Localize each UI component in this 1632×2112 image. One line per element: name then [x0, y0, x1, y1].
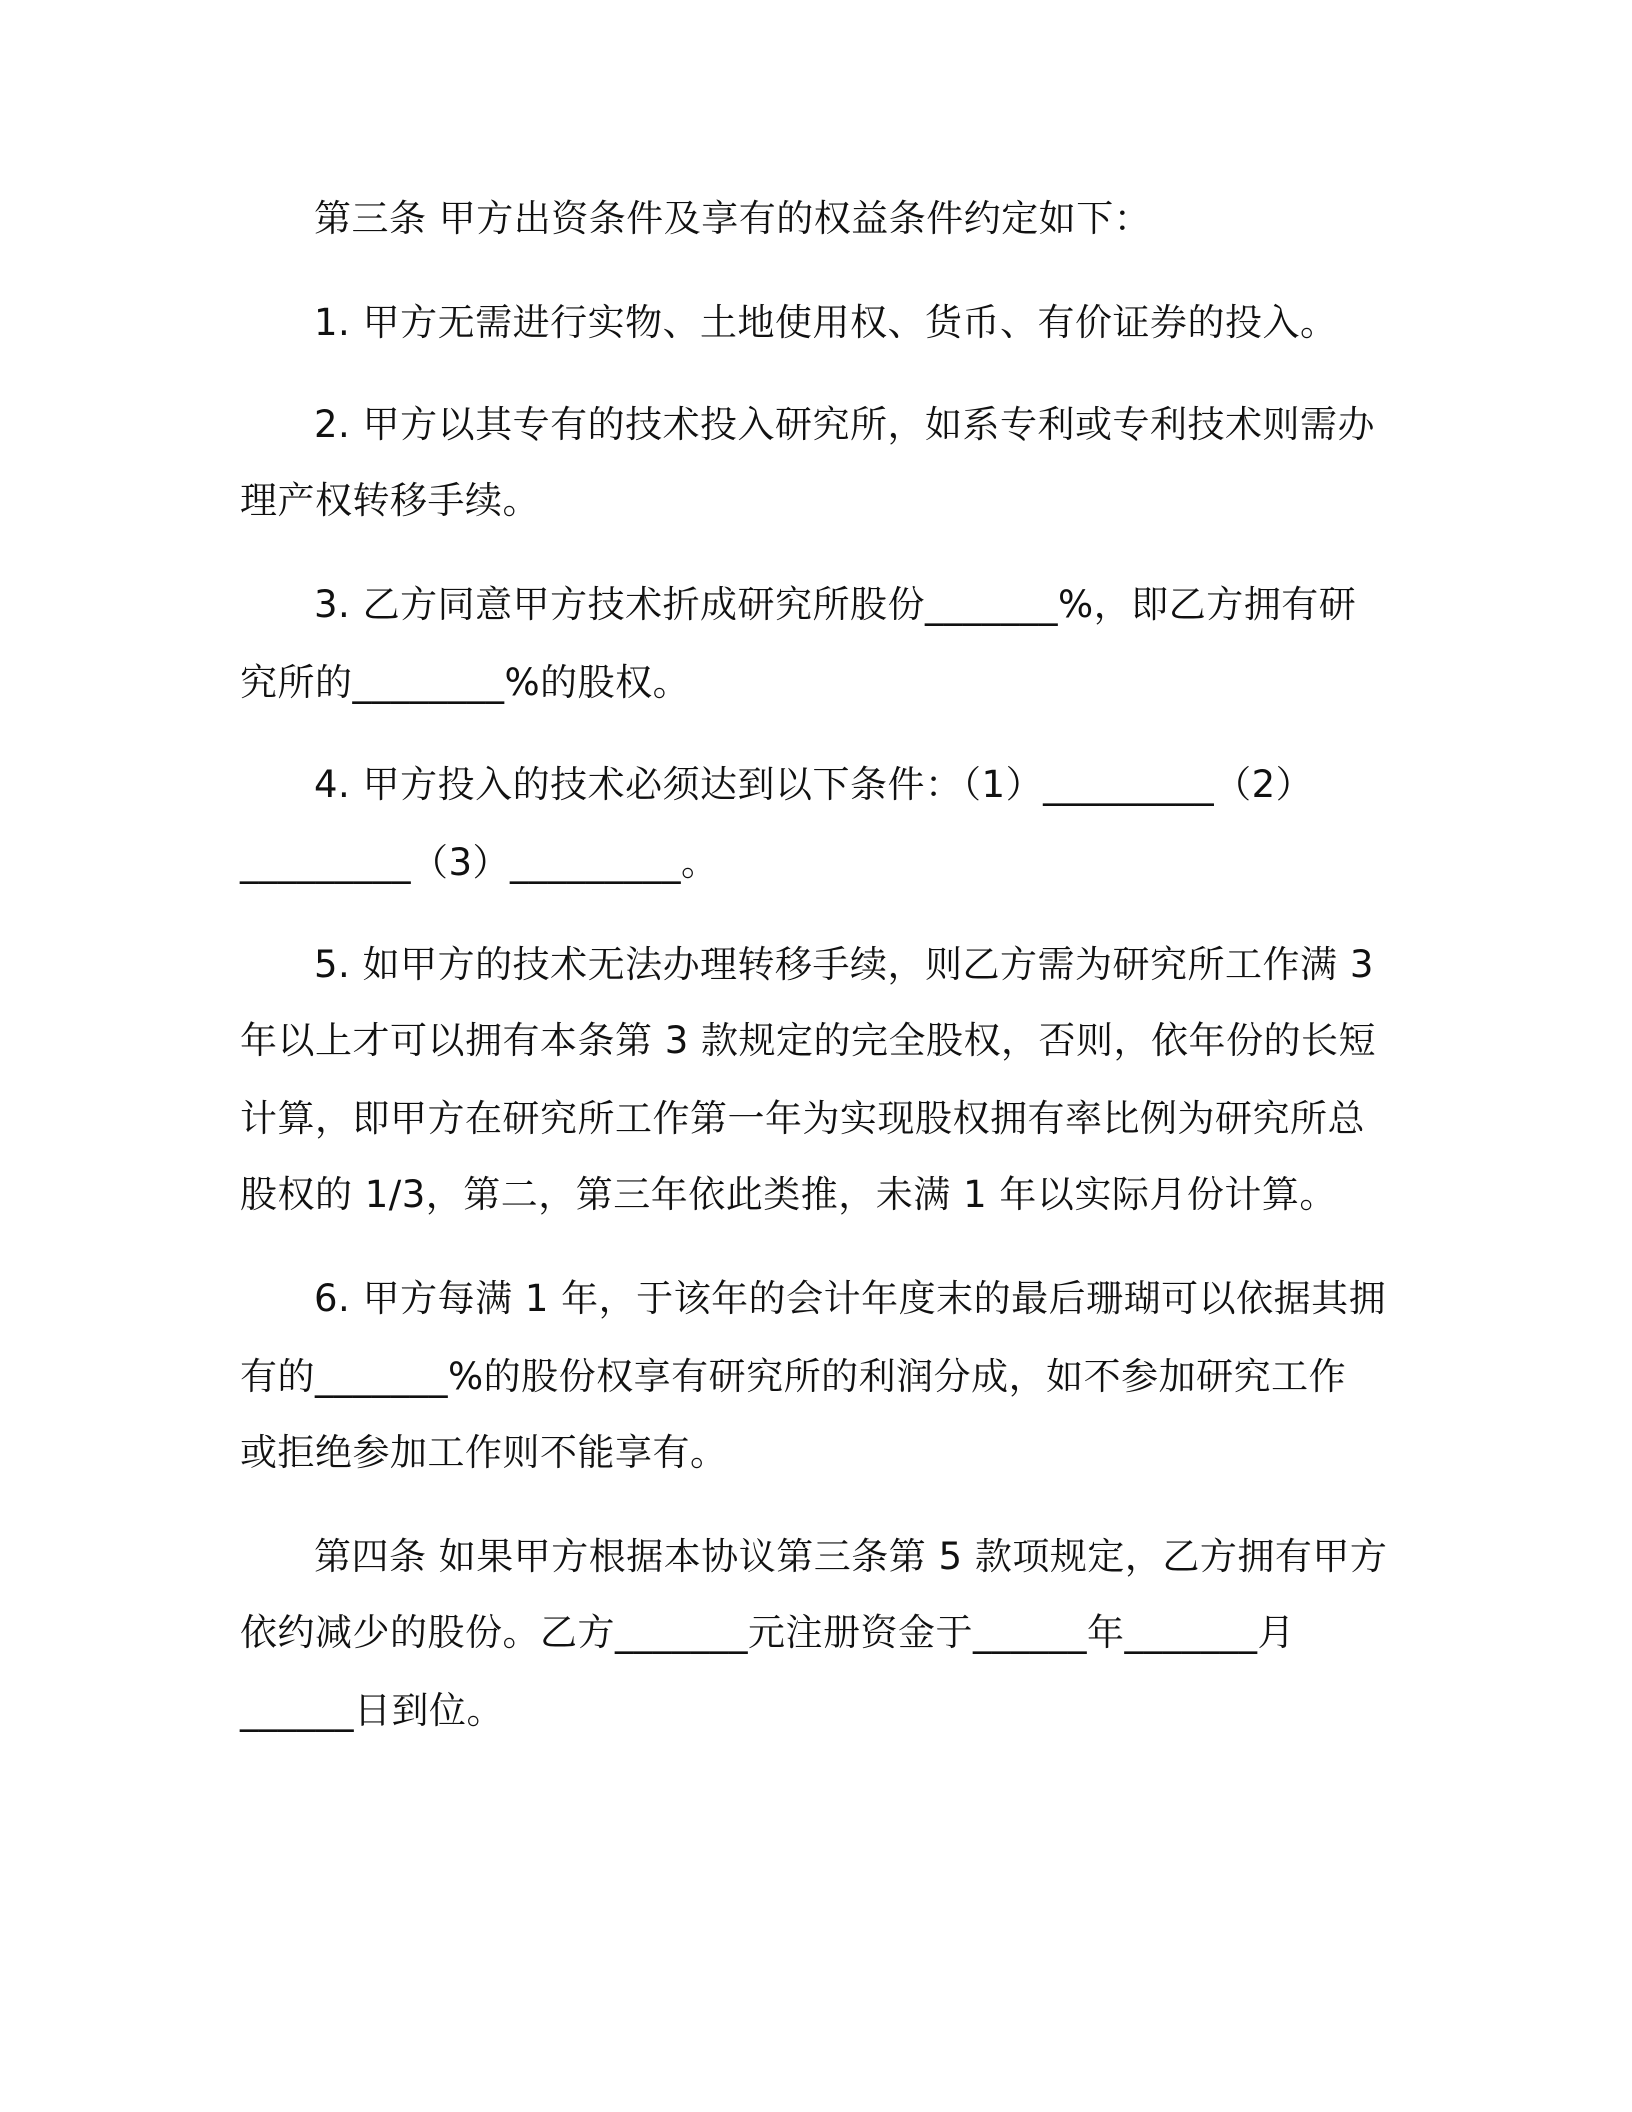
item-4-line-2: _________（3）_________。: [240, 841, 719, 884]
item-4-line-1: 4. 甲方投入的技术必须达到以下条件：（1）_________（2）: [314, 763, 1314, 806]
item-3-line-1: 3. 乙方同意甲方技术折成研究所股份_______%，即乙方拥有研: [314, 583, 1357, 626]
item-3-line-2: 究所的________%的股权。: [240, 661, 691, 704]
article3-heading: 第三条 甲方出资条件及享有的权益条件约定如下：: [314, 197, 1152, 240]
article4-line-3: ______日到位。: [240, 1689, 504, 1732]
article4-line-2: 依约减少的股份。乙方_______元注册资金于______年_______月: [240, 1611, 1295, 1654]
item-6-line-1: 6. 甲方每满 1 年，于该年的会计年度末的最后珊瑚可以依据其拥: [314, 1277, 1387, 1320]
item-2-line-1: 2. 甲方以其专有的技术投入研究所，如系专利或专利技术则需办: [314, 403, 1376, 446]
item-2-line-2: 理产权转移手续。: [240, 479, 540, 522]
item-1-line-1: 1. 甲方无需进行实物、土地使用权、货币、有价证券的投入。: [314, 301, 1338, 344]
item-5-line-4: 股权的 1/3，第二，第三年依此类推，未满 1 年以实际月份计算。: [240, 1173, 1337, 1216]
article4-line-1: 第四条 如果甲方根据本协议第三条第 5 款项规定，乙方拥有甲方: [314, 1535, 1388, 1578]
item-5-line-3: 计算，即甲方在研究所工作第一年为实现股权拥有率比例为研究所总: [240, 1097, 1365, 1140]
item-6-line-3: 或拒绝参加工作则不能享有。: [240, 1431, 728, 1474]
item-6-line-2: 有的_______%的股份权享有研究所的利润分成，如不参加研究工作: [240, 1355, 1347, 1398]
item-5-line-1: 5. 如甲方的技术无法办理转移手续，则乙方需为研究所工作满 3: [314, 943, 1374, 986]
item-5-line-2: 年以上才可以拥有本条第 3 款规定的完全股权，否则，依年份的长短: [240, 1019, 1377, 1062]
